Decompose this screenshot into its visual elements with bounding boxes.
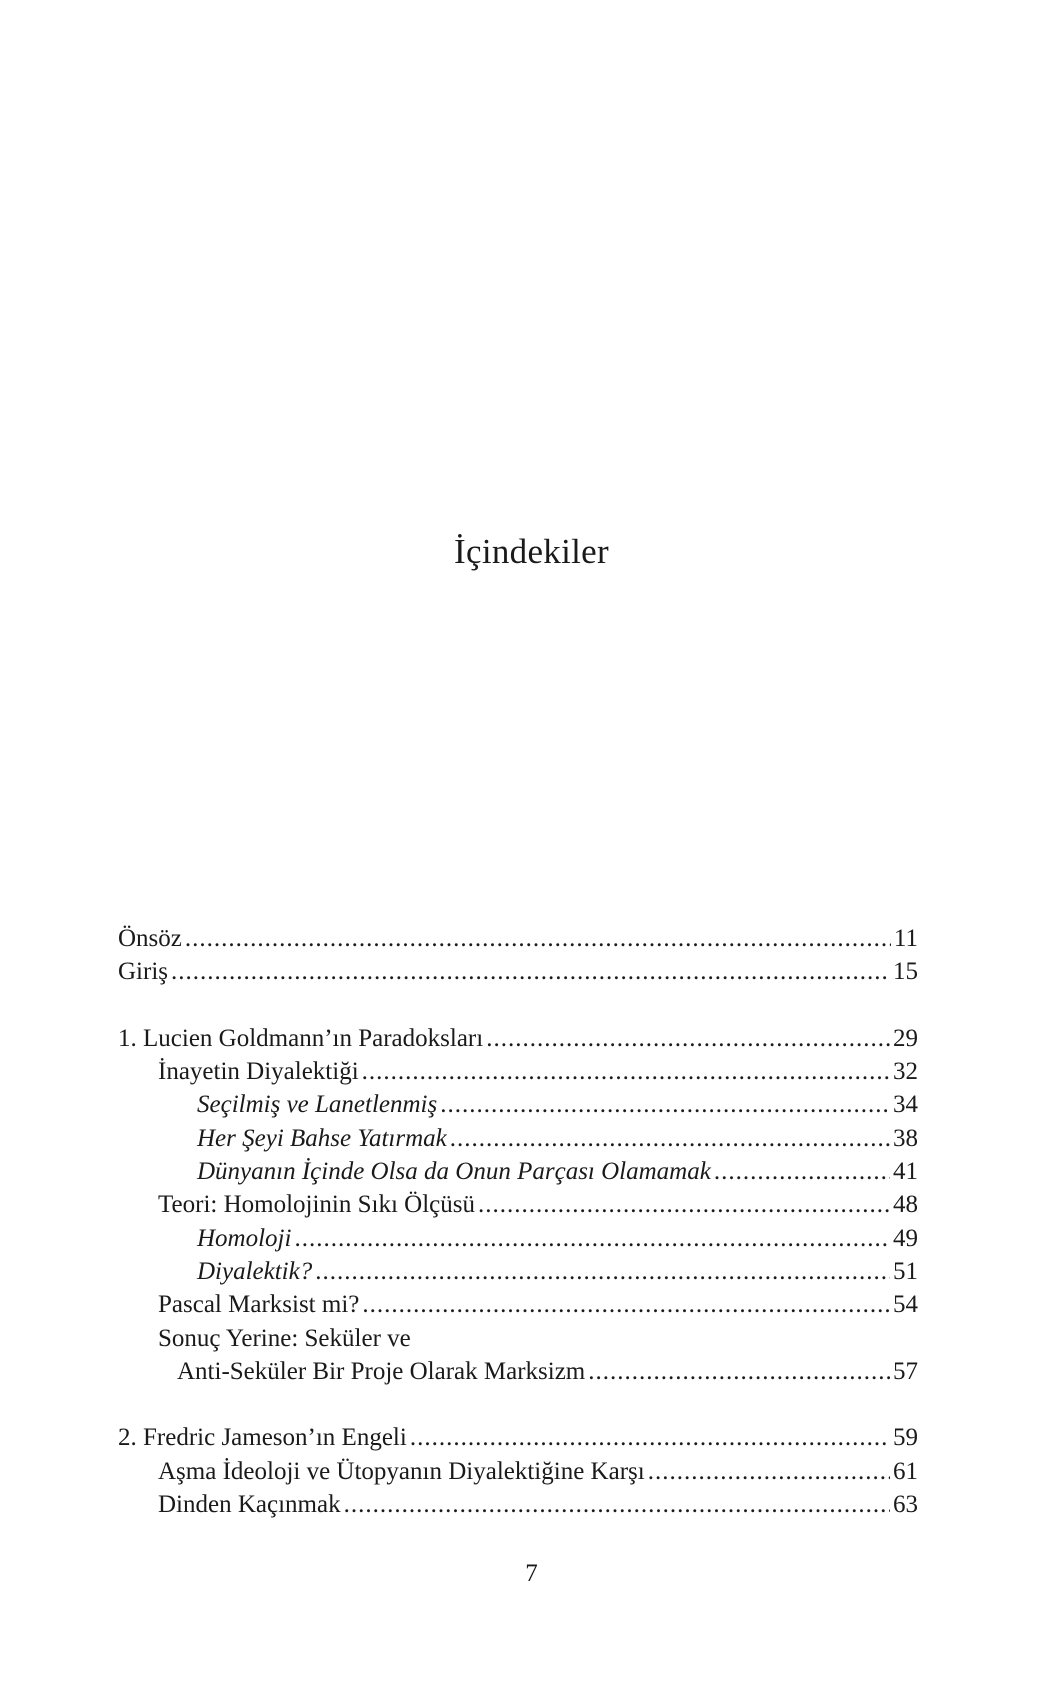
toc-section-entry xyxy=(118,1288,918,1321)
toc-entry-label: Aşma İdeoloji ve Ütopyanın Diyalektiğine Karşı xyxy=(158,1457,645,1485)
toc-subsection-entry xyxy=(118,1255,918,1288)
toc-chapter-entry xyxy=(118,1022,918,1055)
toc-section-entry-continuation xyxy=(118,1355,918,1388)
dot-leader xyxy=(362,1055,890,1088)
toc-entry-page: 51 xyxy=(893,1257,918,1285)
toc-entry-page: 59 xyxy=(893,1424,918,1452)
toc-entry-page: 38 xyxy=(893,1124,918,1152)
toc-entry-page: 61 xyxy=(893,1457,918,1485)
toc-entry-label: 2. Fredric Jameson’ın Engeli xyxy=(118,1424,407,1452)
dot-leader xyxy=(171,955,890,988)
toc-entry-label: Giriş xyxy=(118,958,168,986)
page-title: İçindekiler xyxy=(454,532,609,571)
toc-entry-page: 41 xyxy=(893,1158,918,1186)
toc-entry xyxy=(118,922,918,955)
toc-entry-page: 57 xyxy=(893,1357,918,1385)
toc-entry-label: Anti-Seküler Bir Proje Olarak Marksizm xyxy=(177,1357,586,1385)
toc-subsection-entry xyxy=(118,1222,918,1255)
toc-entry-page: 15 xyxy=(893,958,918,986)
toc-section-entry xyxy=(118,1055,918,1088)
dot-leader xyxy=(362,1288,890,1321)
toc-entry-label: Her Şeyi Bahse Yatırmak xyxy=(197,1124,447,1152)
toc-entry-label: Dinden Kaçınmak xyxy=(158,1491,341,1519)
dot-leader xyxy=(410,1421,890,1454)
toc-entry-page: 63 xyxy=(893,1491,918,1519)
toc-entry-label: Homoloji xyxy=(197,1224,292,1252)
dot-leader xyxy=(294,1222,890,1255)
dot-leader xyxy=(648,1455,890,1488)
toc-entry-label: Teori: Homolojinin Sıkı Ölçüsü xyxy=(158,1191,475,1219)
toc-section-entry xyxy=(118,1322,918,1355)
toc-entry-label: Önsöz xyxy=(118,925,182,952)
dot-leader xyxy=(478,1188,890,1221)
toc-section-entry xyxy=(118,1488,918,1521)
toc-section-entry xyxy=(118,1455,918,1488)
toc-subsection-entry xyxy=(118,1088,918,1121)
dot-leader xyxy=(714,1155,890,1188)
toc-subsection-entry xyxy=(118,1122,918,1155)
toc-subsection-entry xyxy=(118,1155,918,1188)
toc-entry-label: Dünyanın İçinde Olsa da Onun Parçası Olamamak xyxy=(197,1158,711,1186)
dot-leader xyxy=(440,1088,890,1121)
dot-leader xyxy=(450,1122,890,1155)
dot-leader xyxy=(588,1355,890,1388)
toc-entry-label: Diyalektik? xyxy=(197,1257,313,1285)
dot-leader xyxy=(185,922,891,955)
toc-entry-label: Seçilmiş ve Lanetlenmiş xyxy=(197,1091,438,1119)
toc-entry xyxy=(118,955,918,988)
toc-entry-label: 1. Lucien Goldmann’ın Paradoksları xyxy=(118,1024,484,1052)
dot-leader xyxy=(344,1488,890,1521)
toc-entry-label: Sonuç Yerine: Seküler ve xyxy=(158,1324,411,1352)
table-of-contents xyxy=(118,922,918,1521)
dot-leader xyxy=(486,1022,890,1055)
toc-entry-page: 29 xyxy=(893,1024,918,1052)
toc-entry-page: 34 xyxy=(893,1091,918,1119)
toc-entry-label: İnayetin Diyalektiği xyxy=(158,1058,359,1086)
toc-entry-label: Pascal Marksist mi? xyxy=(158,1291,360,1319)
toc-chapter-entry xyxy=(118,1421,918,1454)
page-number: 7 xyxy=(525,1560,538,1587)
dot-leader xyxy=(315,1255,890,1288)
toc-entry-page: 54 xyxy=(893,1291,918,1319)
toc-section-entry xyxy=(118,1188,918,1221)
toc-entry-page: 48 xyxy=(893,1191,918,1219)
toc-entry-page: 11 xyxy=(893,925,918,952)
toc-entry-page: 49 xyxy=(893,1224,918,1252)
toc-entry-page: 32 xyxy=(893,1058,918,1086)
